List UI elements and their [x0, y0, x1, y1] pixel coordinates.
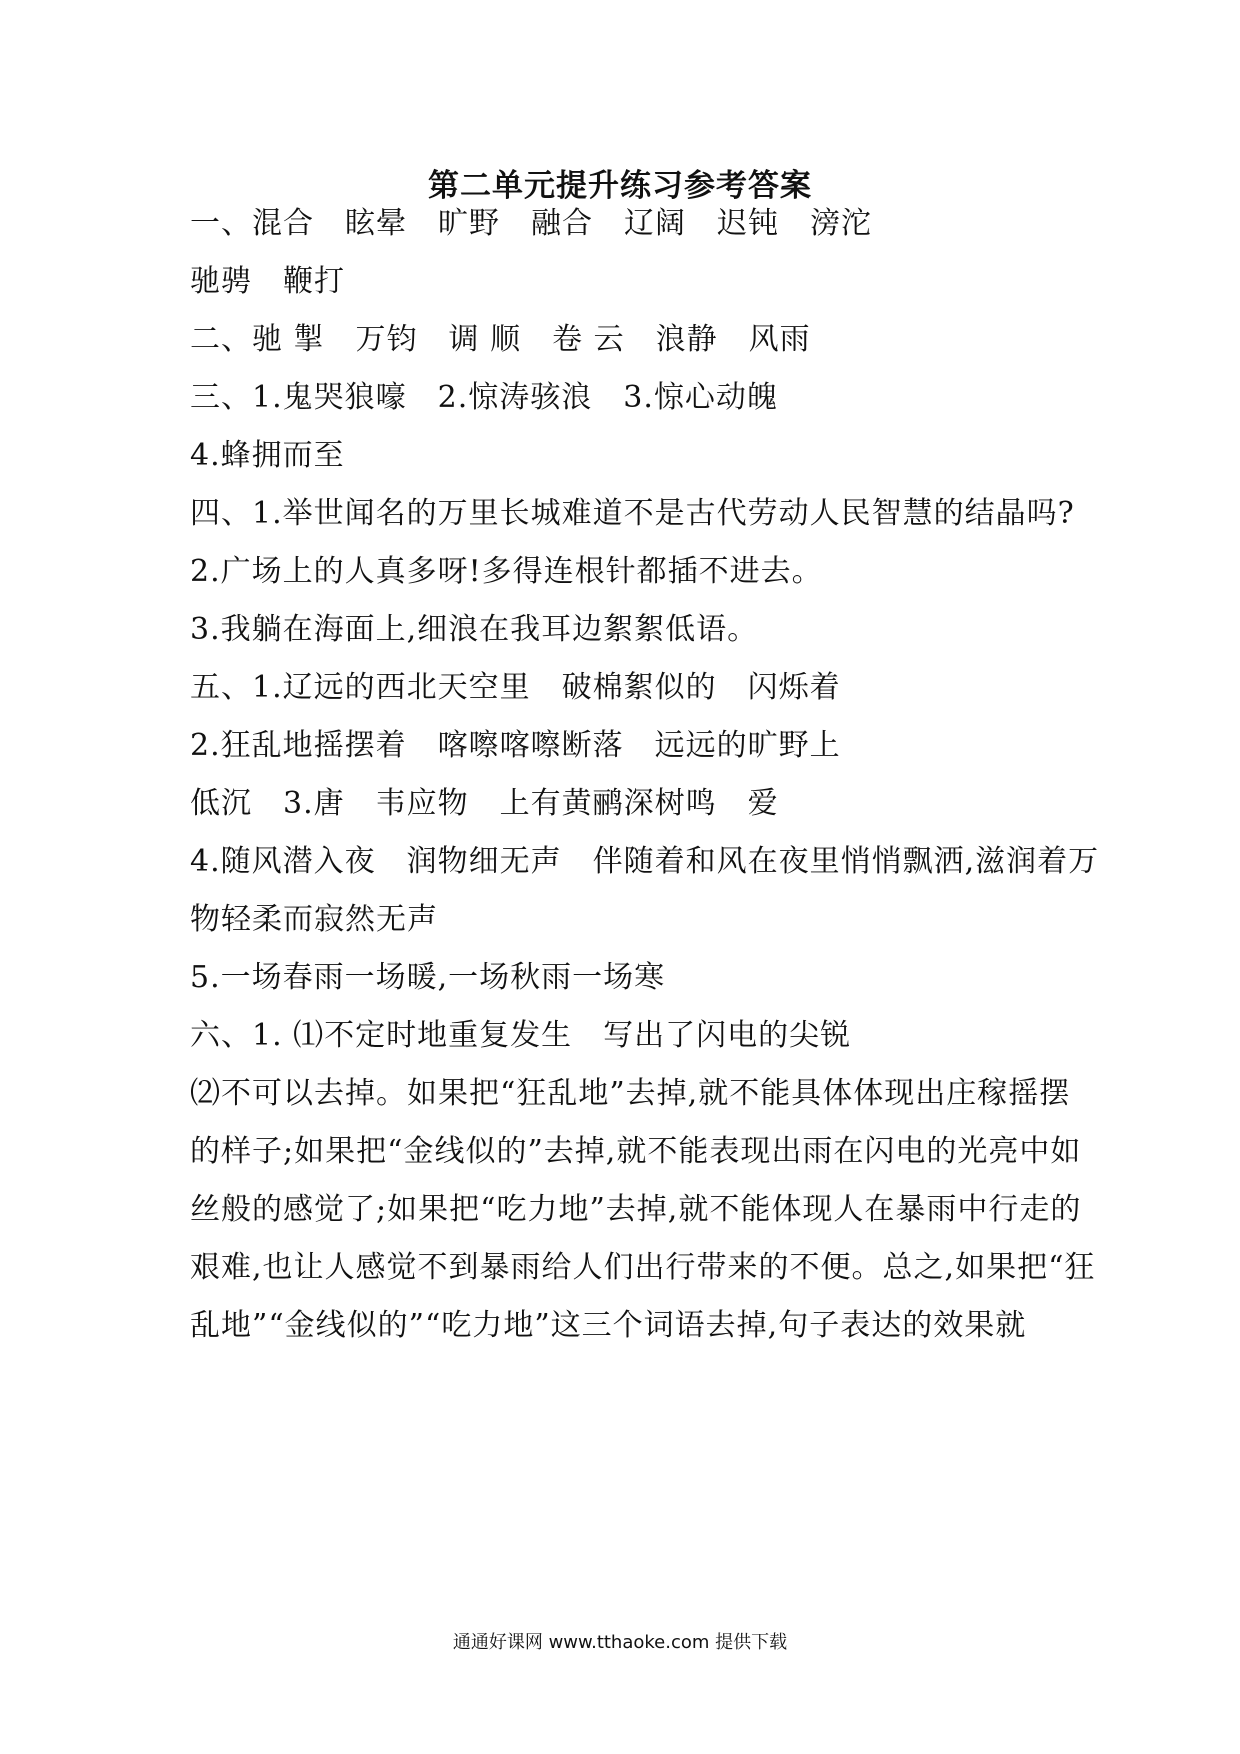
- answer-line-16: ⑵不可以去掉。如果把“狂乱地”去掉,就不能具体体现出庄稼摇摆: [190, 1076, 1071, 1111]
- answer-line-20: 乱地”“金线似的”“吃力地”这三个词语去掉,句子表达的效果就: [190, 1308, 1027, 1343]
- answer-line-14: 5.一场春雨一场暖,一场秋雨一场寒: [190, 960, 666, 995]
- answer-line-3: 二、驰 掣 万钧 调 顺 卷 云 浪静 风雨: [190, 322, 811, 357]
- answer-line-2: 驰骋 鞭打: [190, 264, 345, 299]
- answer-line-10: 2.狂乱地摇摆着 喀嚓喀嚓断落 远远的旷野上: [190, 728, 841, 763]
- page-title: 第二单元提升练习参考答案: [428, 168, 812, 204]
- answer-line-5: 4.蜂拥而至: [190, 438, 345, 473]
- answer-line-12: 4.随风潜入夜 润物细无声 伴随着和风在夜里悄悄飘洒,滋润着万: [190, 844, 1100, 879]
- answer-line-7: 2.广场上的人真多呀!多得连根针都插不进去。: [190, 554, 823, 589]
- answer-line-6: 四、1.举世闻名的万里长城难道不是古代劳动人民智慧的结晶吗?: [190, 496, 1075, 531]
- answer-line-1: 一、混合 眩晕 旷野 融合 辽阔 迟钝 滂沱: [190, 206, 872, 241]
- answer-line-19: 艰难,也让人感觉不到暴雨给人们出行带来的不便。总之,如果把“狂: [190, 1250, 1096, 1285]
- answer-line-13: 物轻柔而寂然无声: [190, 902, 438, 937]
- answer-line-17: 的样子;如果把“金线似的”去掉,就不能表现出雨在闪电的光亮中如: [190, 1134, 1082, 1169]
- answer-line-18: 丝般的感觉了;如果把“吃力地”去掉,就不能体现人在暴雨中行走的: [190, 1192, 1082, 1227]
- answer-line-11: 低沉 3.唐 韦应物 上有黄鹂深树鸣 爱: [190, 786, 779, 821]
- page-footer: 通通好课网 www.tthaoke.com 提供下载: [452, 1632, 788, 1653]
- answer-line-4: 三、1.鬼哭狼嚎 2.惊涛骇浪 3.惊心动魄: [190, 380, 778, 415]
- answer-line-9: 五、1.辽远的西北天空里 破棉絮似的 闪烁着: [190, 670, 841, 705]
- answer-line-8: 3.我躺在海面上,细浪在我耳边絮絮低语。: [190, 612, 759, 647]
- answer-line-15: 六、1. ⑴不定时地重复发生 写出了闪电的尖锐: [190, 1018, 852, 1053]
